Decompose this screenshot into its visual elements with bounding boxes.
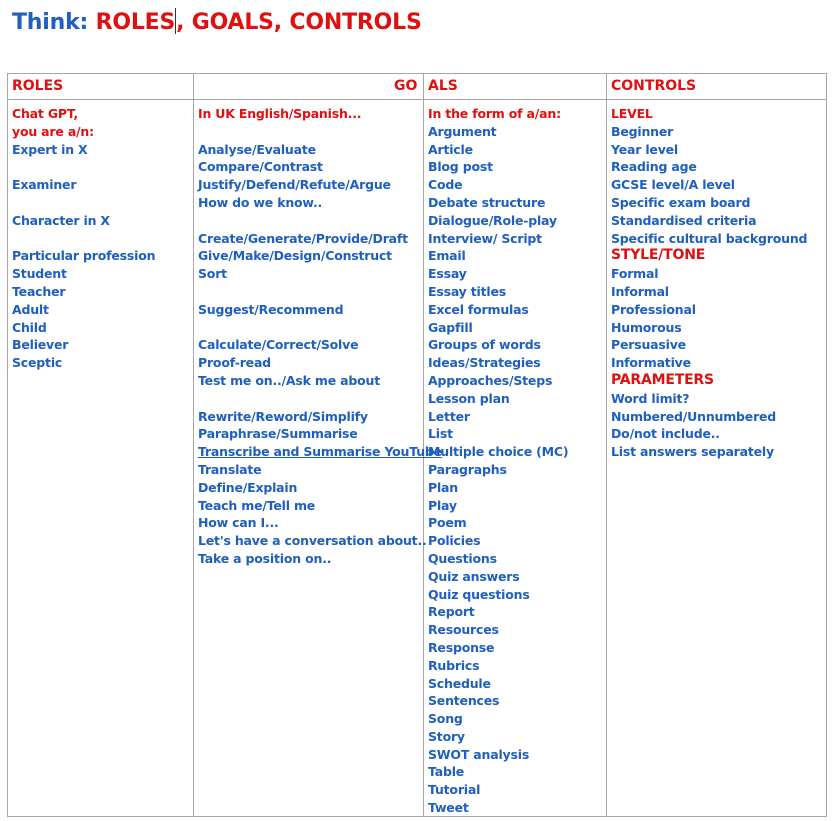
column-divider (193, 74, 194, 816)
list-item: Lesson plan (428, 390, 510, 406)
list-item: SWOT analysis (428, 746, 530, 762)
list-item: Formal (611, 266, 659, 282)
list-item: Email (428, 248, 466, 264)
list-item: Paragraphs (428, 461, 507, 477)
list-item: Informal (611, 283, 669, 299)
list-item: Teacher (12, 283, 66, 299)
list-item: GCSE level/A level (611, 177, 735, 193)
framework-table (7, 73, 827, 817)
list-item: Do/not include.. (611, 426, 720, 442)
list-item: Letter (428, 408, 470, 424)
list-item: Word limit? (611, 390, 690, 406)
list-item: Report (428, 604, 475, 620)
list-item: Story (428, 728, 465, 744)
list-item: Persuasive (611, 337, 686, 353)
controls-column (611, 105, 807, 461)
list-item: Play (428, 497, 457, 513)
list-item: Take a position on.. (198, 550, 332, 566)
parameters-heading: PARAMETERS (611, 371, 714, 388)
list-item: Specific cultural background (611, 230, 808, 246)
roles-intro: you are a/n: (12, 123, 94, 139)
list-item: Resources (428, 622, 499, 638)
list-item: Response (428, 639, 495, 655)
spacer (12, 194, 155, 212)
list-item: Child (12, 319, 47, 335)
list-item: Test me on../Ask me about (198, 372, 380, 388)
column-divider (606, 74, 607, 816)
youtube-link[interactable]: Transcribe and Summarise YouTube (198, 444, 442, 460)
list-item: Blog post (428, 159, 493, 175)
formats-column (428, 105, 568, 817)
list-item: Tutorial (428, 782, 481, 798)
list-item: Let's have a conversation about.. (198, 533, 427, 549)
list-item: Sort (198, 266, 227, 282)
spacer (198, 123, 442, 141)
list-item: Analyse/Evaluate (198, 141, 316, 157)
list-item: Proof-read (198, 355, 271, 371)
title-rest: , GOALS, CONTROLS (176, 10, 422, 35)
goals-intro: In UK English/Spanish... (198, 106, 362, 121)
list-item: Argument (428, 123, 497, 139)
spacer (198, 283, 442, 301)
list-item: Calculate/Correct/Solve (198, 337, 359, 353)
list-item: Informative (611, 355, 691, 371)
formats-intro: In the form of a/an: (428, 106, 561, 121)
header-roles: ROLES (12, 78, 64, 94)
list-item: Student (12, 266, 67, 282)
spacer (198, 390, 442, 408)
roles-column (12, 105, 155, 372)
list-item: Character in X (12, 212, 110, 228)
list-item: Dialogue/Role-play (428, 212, 557, 228)
list-item: Essay titles (428, 283, 507, 299)
spacer (198, 212, 442, 230)
list-item: Examiner (12, 177, 77, 193)
style-heading: STYLE/TONE (611, 247, 706, 264)
list-item: Multiple choice (MC) (428, 444, 569, 460)
header-controls: CONTROLS (611, 78, 697, 94)
title-roles: ROLES (95, 10, 176, 35)
list-item: Rubrics (428, 657, 480, 673)
list-item: Tweet (428, 800, 469, 816)
list-item: Approaches/Steps (428, 372, 553, 388)
list-item: Believer (12, 337, 69, 353)
list-item: How can I... (198, 515, 279, 531)
list-item: Create/Generate/Provide/Draft (198, 230, 408, 246)
list-item: Essay (428, 266, 467, 282)
goals-column (198, 105, 442, 568)
list-item: Paraphrase/Summarise (198, 426, 358, 442)
spacer (12, 158, 155, 176)
level-heading: LEVEL (611, 106, 653, 121)
list-item: Sentences (428, 693, 500, 709)
roles-intro: Chat GPT, (12, 106, 78, 121)
list-item: Song (428, 711, 463, 727)
list-item: Humorous (611, 319, 682, 335)
header-als: ALS (428, 78, 458, 94)
list-item: Beginner (611, 123, 674, 139)
list-item: Translate (198, 461, 262, 477)
list-item: Gapfill (428, 319, 473, 335)
list-item: Define/Explain (198, 479, 298, 495)
list-item: Year level (611, 141, 679, 157)
title-think: Think: (12, 10, 89, 35)
list-item: How do we know.. (198, 194, 323, 210)
list-item: Particular profession (12, 248, 156, 264)
list-item: Poem (428, 515, 467, 531)
list-item: Expert in X (12, 141, 88, 157)
list-item: Groups of words (428, 337, 541, 353)
list-item: Questions (428, 550, 497, 566)
list-item: Specific exam board (611, 194, 751, 210)
list-item: Teach me/Tell me (198, 497, 316, 513)
header-go: GO (394, 78, 418, 94)
list-item: Interview/ Script (428, 230, 542, 246)
page-title (12, 8, 422, 35)
list-item: Adult (12, 301, 49, 317)
list-item: Give/Make/Design/Construct (198, 248, 392, 264)
list-item: Compare/Contrast (198, 159, 323, 175)
list-item: Table (428, 764, 465, 780)
list-item: Policies (428, 533, 481, 549)
list-item: Numbered/Unnumbered (611, 408, 777, 424)
spacer (12, 230, 155, 248)
list-item: List answers separately (611, 444, 774, 460)
list-item: Article (428, 141, 473, 157)
list-item: Schedule (428, 675, 491, 691)
list-item: Rewrite/Reword/Simplify (198, 408, 368, 424)
list-item: Professional (611, 301, 696, 317)
list-item: Debate structure (428, 194, 546, 210)
list-item: Plan (428, 479, 458, 495)
list-item: Ideas/Strategies (428, 355, 541, 371)
list-item: Excel formulas (428, 301, 529, 317)
list-item: Code (428, 177, 463, 193)
list-item: Reading age (611, 159, 697, 175)
spacer (198, 319, 442, 337)
list-item: Sceptic (12, 355, 63, 371)
list-item: Suggest/Recommend (198, 301, 344, 317)
list-item: Justify/Defend/Refute/Argue (198, 177, 391, 193)
list-item: Quiz questions (428, 586, 530, 602)
list-item: Quiz answers (428, 568, 520, 584)
list-item: Standardised criteria (611, 212, 757, 228)
list-item: List (428, 426, 453, 442)
